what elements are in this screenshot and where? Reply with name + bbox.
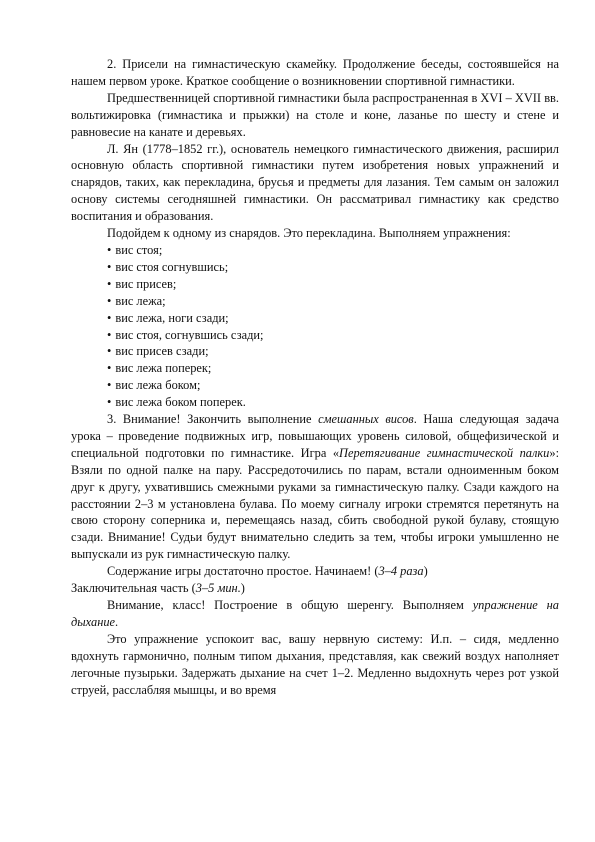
list-item: • вис лежа боком поперек. [71,394,559,411]
paragraph-jahn: Л. Ян (1778–1852 гг.), основатель немецкого гимнастического движения, расширил основную область спортивной гимнастики путем изобретения новых упражнений и снарядов, таких, как перекладина, брусья и предметы для лазания. Тем самым он заложил основу системы сегодняшней гимнастики. Он рассматривал гимнастику как средство воспитания и образования. [71,141,559,224]
paragraph-history: Предшественницей спортивной гимнастики была распространенная в XVI – XVII вв. вольтижировка (гимнастика и прыжки) на столе и коне, лазанье по шесту и стене и равновесие на канате и деревьях. [71,90,559,139]
list-item: • вис лежа поперек; [71,360,559,377]
text-run: ) [423,564,428,579]
text-run: Заключительная часть ( [71,581,196,596]
list-item: • вис лежа боком; [71,377,559,394]
paragraph-breathing: Это упражнение успокоит вас, вашу нервную систему: И.п. – сидя, медленно вдохнуть гармонично, полным типом дыхания, представляя, как свежий воздух наполняет легочные пузырьки. Задержать дыхание на счет 1–2. Медленно выдохнуть через рот узкой струей, расслабляя мышцы, и во время [71,631,559,697]
list-item: • вис стоя согнувшись; [71,259,559,276]
text-run: Внимание, класс! Построение в общую шеренгу. Выполняем [107,598,473,612]
paragraph-bar-intro: Подойдем к одному из снарядов. Это перекладина. Выполняем упражнения: [107,226,511,241]
section-heading-final [71,580,559,597]
list-item: • вис стоя; [71,242,559,259]
list-item: • вис присев сзади; [71,343,559,360]
text-run: »: Взяли по одной палке на пару. Рассредоточились по парам, встали одноименным боком друг к другу, ухватившись смежными руками за гимнастическую палку. Сзади каждого на расстоянии 2–3 м установлена булава. По моему сигналу игроки стремятся перетянуть на свою сторону соперника и, перемещаясь назад, сбить свободной рукой булаву, стоящую сзади. Внимание! Судьи будут внимательно следить за тем, чтобы игроки умышленно не выпускали из рук гимнастическую палку. [71,445,560,562]
list-item: • вис стоя, согнувшись сзади; [71,327,559,344]
emphasis-breathing: упражнение на дыхание [71,598,559,629]
text-run: . [115,614,119,629]
text-run: . Наша следующая задача урока – проведение подвижных игр, повышающих уровень силовой, общефизической и специальной подготовки по гимнастике. Игра « [71,412,560,460]
emphasis-duration: 3–5 мин. [195,581,241,596]
text-run: ) [240,581,245,596]
list-item: • вис лежа, ноги сзади; [71,310,559,327]
list-item: • вис присев; [71,276,559,293]
paragraph-bench-talk: 2. Присели на гимнастическую скамейку. Продолжение беседы, состоявшейся на нашем первом уроке. Краткое сообщение о возникновении спортивной гимнастики. [71,57,559,88]
list-item: • вис лежа; [71,293,559,310]
text-run: 3. Внимание! Закончить выполнение [107,412,319,427]
emphasis-repeats: 3–4 раза [378,564,424,579]
paragraph-game-start [71,563,559,580]
text-run: Содержание игры достаточно простое. Начинаем! ( [107,564,379,579]
emphasis-game-name: Перетягивание гимнастической палки [339,445,550,460]
paragraph-lineup [71,597,559,631]
paragraph-game [71,411,559,563]
emphasis-mixed-hangs: смешанных висов [318,412,414,427]
exercise-list [71,242,559,411]
